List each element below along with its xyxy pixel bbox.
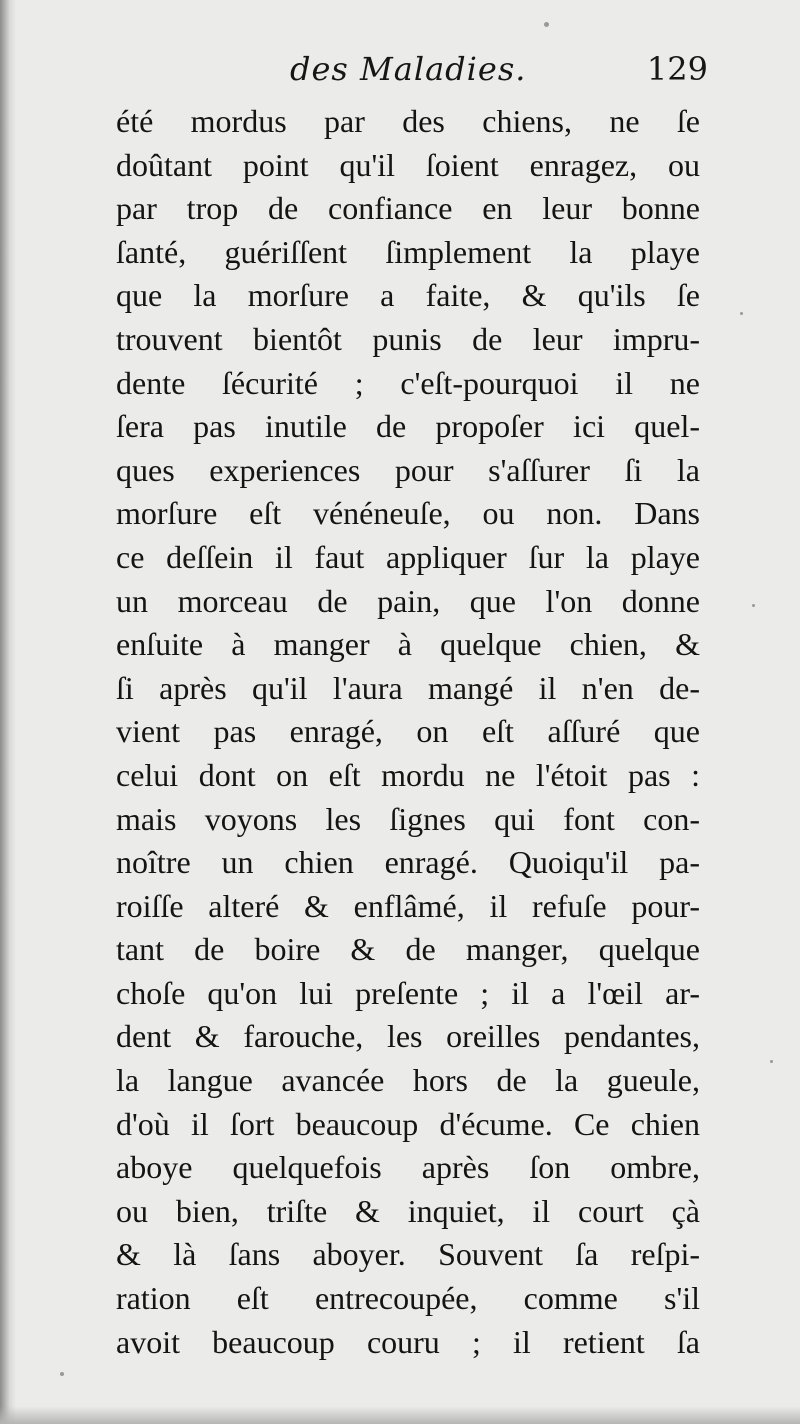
page-bottom-shadow: [0, 1406, 800, 1424]
paper-speck: [770, 1060, 773, 1063]
page-gutter-shadow: [0, 0, 16, 1424]
text-line: été mordus par des chiens, ne ſe: [116, 103, 700, 139]
text-line: ſi après qu'il l'aura mangé il n'en de-: [116, 669, 700, 706]
text-line: avoit beaucoup couru ; il retient ſa: [116, 1323, 700, 1360]
text-line: d'où il ſort beaucoup d'écume. Ce chien: [116, 1105, 700, 1142]
running-head: [112, 50, 708, 98]
paper-speck: [544, 22, 549, 27]
text-line: tant de boire & de manger, quelque: [116, 931, 700, 968]
text-line: roiſſe alteré & enflâmé, il refuſe pour-: [116, 887, 700, 924]
text-line: doûtant point qu'il ſoient enragez, ou: [116, 146, 700, 183]
paper-speck: [740, 312, 743, 315]
text-line: un morceau de pain, que l'on donne: [116, 582, 700, 619]
text-line: enſuite à manger à quelque chien, &: [116, 626, 700, 663]
text-line: dente ſécurité ; c'eſt-pourquoi il ne: [116, 364, 700, 401]
text-line: ration eſt entrecoupée, comme s'il: [116, 1280, 700, 1317]
text-line: ou bien, triſte & inquiet, il court çà: [116, 1192, 700, 1229]
running-head-title: des Maladies.: [290, 50, 527, 88]
text-line: & là ſans aboyer. Souvent ſa reſpi-: [116, 1236, 700, 1273]
text-line: ſera pas inutile de propoſer ici quel-: [116, 408, 700, 445]
text-body: [116, 100, 700, 1364]
text-line: mais voyons les ſignes qui font con-: [116, 800, 700, 837]
text-line: par trop de confiance en leur bonne: [116, 190, 700, 227]
text-line: ques experiences pour s'aſſurer ſi la: [116, 451, 700, 488]
text-line: morſure eſt vénéneuſe, ou non. Dans: [116, 495, 700, 532]
text-line: trouvent bientôt punis de leur impru-: [116, 320, 700, 357]
text-line: choſe qu'on lui preſente ; il a l'œil ar-: [116, 974, 700, 1011]
page-number: 129: [646, 50, 708, 88]
paper-speck: [60, 1372, 64, 1376]
text-line: ce deſſein il faut appliquer ſur la playe: [116, 538, 700, 575]
text-line: noître un chien enragé. Quoiqu'il pa-: [116, 844, 700, 881]
text-line: celui dont on eſt mordu ne l'étoit pas :: [116, 756, 700, 793]
text-line: vient pas enragé, on eſt aſſuré que: [116, 713, 700, 750]
text-line: que la morſure a faite, & qu'ils ſe: [116, 277, 700, 314]
text-line: dent & farouche, les oreilles pendantes,: [116, 1018, 700, 1055]
text-line: la langue avancée hors de la gueule,: [116, 1062, 700, 1099]
text-line: aboye quelquefois après ſon ombre,: [116, 1149, 700, 1186]
text-line: ſanté, guériſſent ſimplement la playe: [116, 233, 700, 270]
paper-speck: [752, 604, 755, 607]
